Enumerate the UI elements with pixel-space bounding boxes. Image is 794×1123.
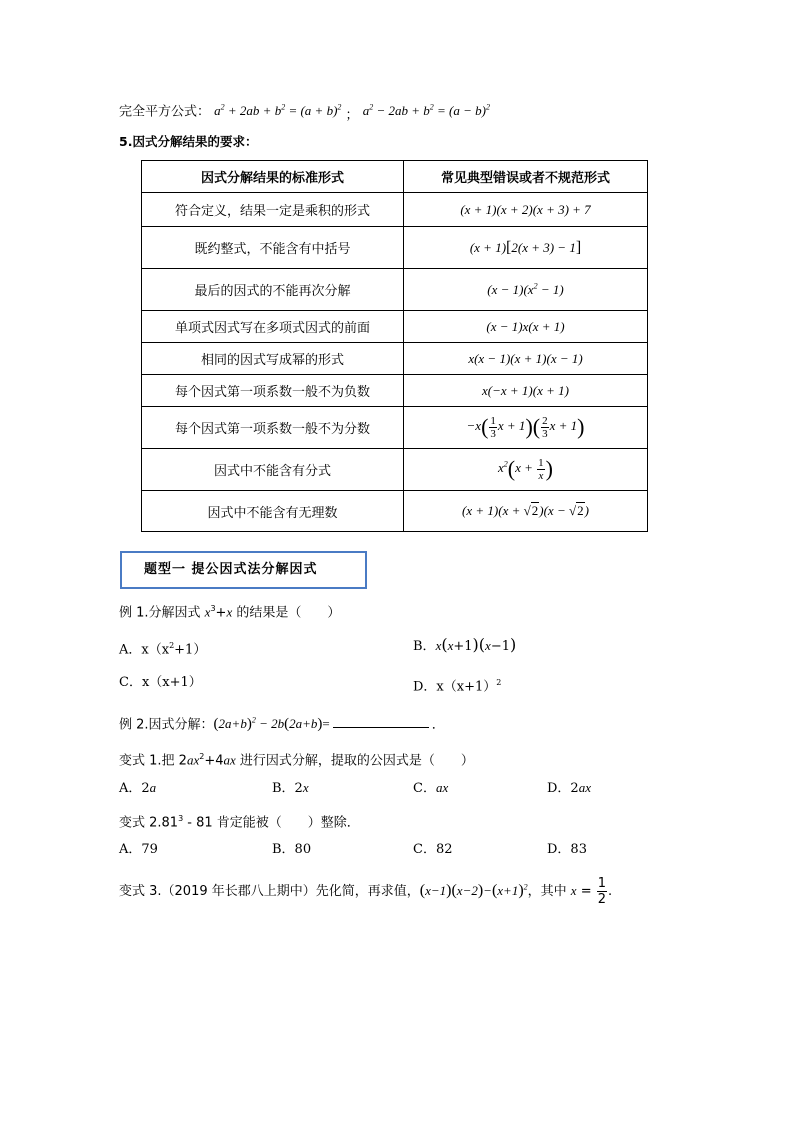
table-header-errors: 常见典型错误或者不规范形式 xyxy=(404,161,648,193)
table-row xyxy=(142,343,648,375)
table-rule-cell: 因式中不能含有分式 xyxy=(142,449,404,491)
example1-option-d[interactable]: D．$x(x+1)^2$ xyxy=(413,678,502,695)
variant3-text: 变式 3.（2019 年长郡八上期中）先化简，再求值， xyxy=(119,884,420,899)
variant3-line xyxy=(119,876,612,907)
table-example-cell: $(x - 1)(x^2 - 1)$ xyxy=(404,269,648,311)
table-example-cell: (x + 1)[2(x + 3) − 1] xyxy=(404,227,648,269)
table-row xyxy=(142,193,648,227)
table-row xyxy=(142,407,648,449)
table-example-cell: (x − 1)x(x + 1) xyxy=(404,311,648,343)
factorization-requirements-table xyxy=(141,160,648,532)
table-example-cell: x(−x + 1)(x + 1) xyxy=(404,375,648,407)
variant3-expression: $(x-1)(x-2)-(x+1)^2$ xyxy=(419,882,528,899)
variant2-question: 变式 2.81$^3$ - 81 肯定能被（ ）整除． xyxy=(119,814,360,831)
formula-separator: ； xyxy=(345,108,359,124)
table-rule-cell: 因式中不能含有无理数 xyxy=(142,491,404,532)
variant1-option-d[interactable]: D．2ax xyxy=(547,780,591,796)
example2-answer-blank[interactable] xyxy=(333,713,429,728)
formula-1: $a^2 + 2ab + b^2 = (a + b)^2$ xyxy=(214,103,342,119)
example1-option-a[interactable]: A．$x(x^2+1)$ xyxy=(119,641,207,658)
table-row xyxy=(142,491,648,532)
perfect-square-formula-line xyxy=(119,99,490,124)
variant3-condition: ，其中 x = $\frac{1}{2}$ . xyxy=(527,876,613,907)
table-example-cell: $x^2(x$ + $\frac{1}{x}$ ) xyxy=(404,449,648,491)
table-rule-cell: 最后的因式的不能再次分解 xyxy=(142,269,404,311)
example1-option-b[interactable]: B．x(x+1)(x−1) xyxy=(413,635,517,654)
example2-line xyxy=(119,712,445,734)
requirements-heading: 5.因式分解结果的要求： xyxy=(119,134,258,149)
example1-question: 例 1.分解因式 $x^3+x$ 的结果是（ ） xyxy=(119,604,341,621)
example1-option-c[interactable]: C．x（x+1） xyxy=(119,675,202,690)
table-example-cell: −x( $\frac{1}{3}$ x + 1)( $\frac{2}{3}$ x + 1) xyxy=(404,407,648,449)
table-rule-cell: 既约整式，不能含有中括号 xyxy=(142,227,404,269)
table-header-standard: 因式分解结果的标准形式 xyxy=(142,161,404,193)
table-rule-cell: 符合定义，结果一定是乘积的形式 xyxy=(142,193,404,227)
table-rule-cell: 相同的因式写成幂的形式 xyxy=(142,343,404,375)
variant1-option-c[interactable]: C．ax xyxy=(413,780,449,796)
table-row xyxy=(142,269,648,311)
table-row xyxy=(142,449,648,491)
table-header-row xyxy=(142,161,648,193)
variant1-option-b[interactable]: B．2x xyxy=(272,780,309,796)
example2-end: ． xyxy=(431,717,445,733)
variant2-option-d[interactable]: D．83 xyxy=(547,842,587,857)
table-row xyxy=(142,227,648,269)
variant2-option-c[interactable]: C．82 xyxy=(413,842,453,857)
table-row xyxy=(142,375,648,407)
table-example-cell: x(x − 1)(x + 1)(x − 1) xyxy=(404,343,648,375)
table-example-cell: (x + 1)(x + √2)(x − √2) xyxy=(404,491,648,532)
example2-expression: $(2a+b)^2 - 2b(2a+b)=$ xyxy=(213,716,330,733)
formula-label: 完全平方公式： xyxy=(119,104,211,120)
variant2-option-b[interactable]: B．80 xyxy=(272,842,312,857)
section-title: 题型一 提公因式法分解因式 xyxy=(120,551,367,589)
variant2-option-a[interactable]: A．79 xyxy=(119,842,158,857)
formula-2: $a^2 - 2ab + b^2 = (a - b)^2$ xyxy=(362,103,490,119)
table-row xyxy=(142,311,648,343)
example2-label: 例 2.因式分解： xyxy=(119,717,214,733)
table-rule-cell: 每个因式第一项系数一般不为分数 xyxy=(142,407,404,449)
table-example-cell: (x + 1)(x + 2)(x + 3) + 7 xyxy=(404,193,648,227)
variant1-question: 变式 1.把 $2ax^2+4ax$ 进行因式分解，提取的公因式是（ ） xyxy=(119,752,474,769)
table-rule-cell: 每个因式第一项系数一般不为负数 xyxy=(142,375,404,407)
variant1-option-a[interactable]: A．2a xyxy=(119,780,157,796)
table-rule-cell: 单项式因式写在多项式因式的前面 xyxy=(142,311,404,343)
